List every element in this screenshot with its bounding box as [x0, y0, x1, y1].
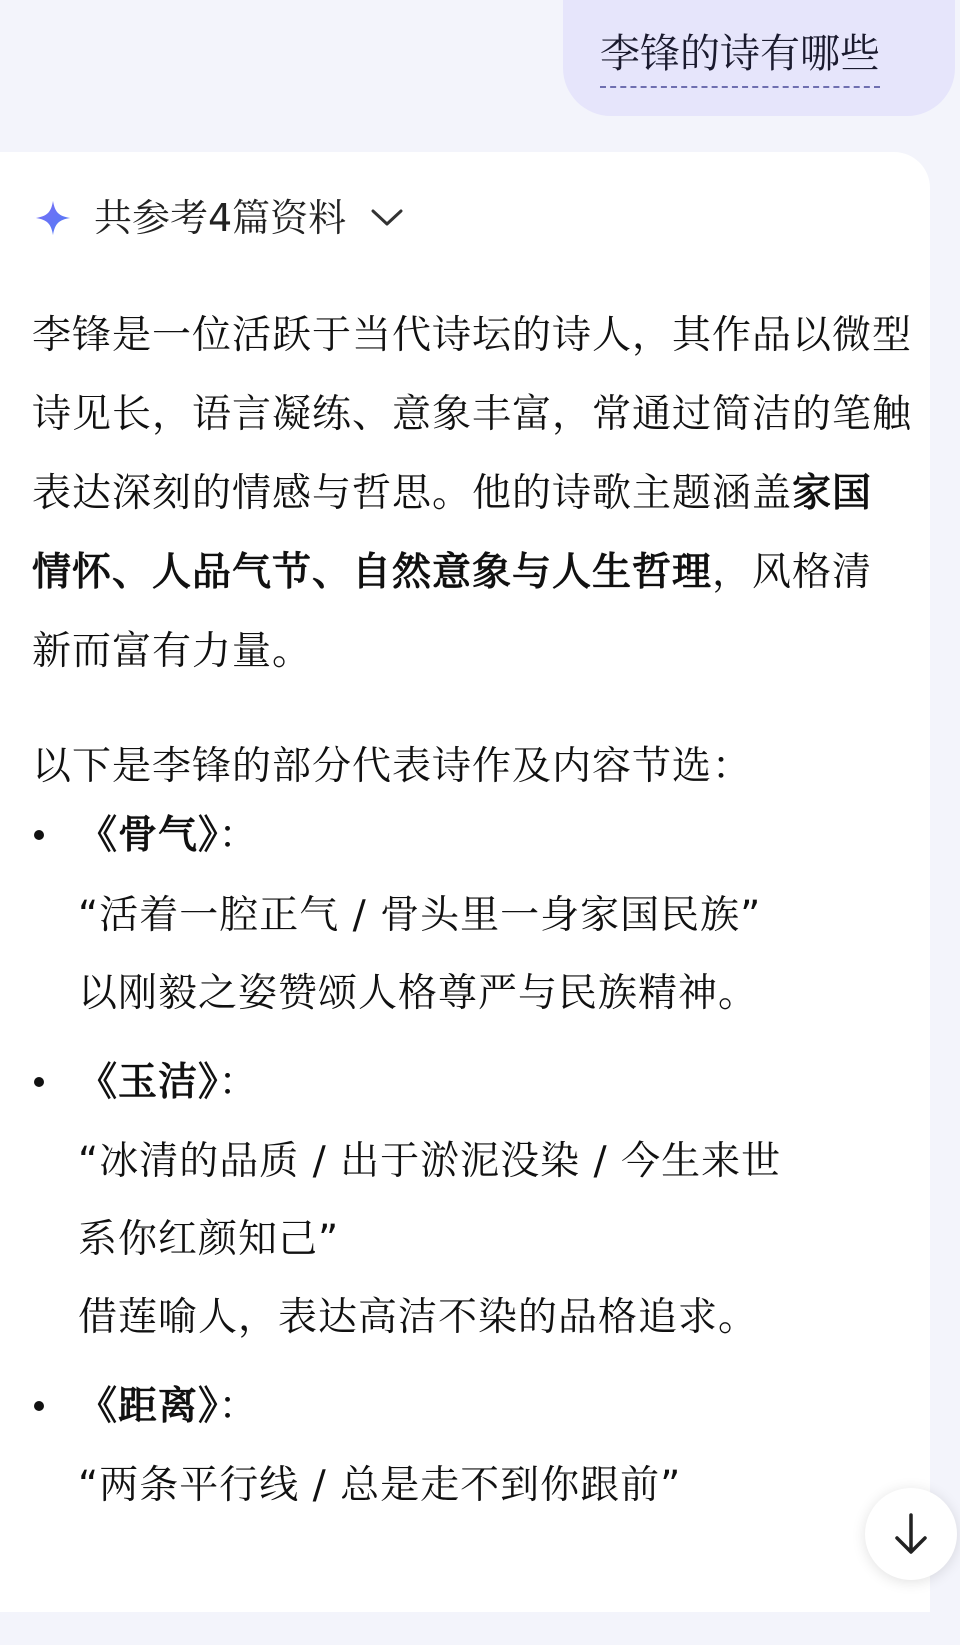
bullet-2 [34, 1077, 44, 1087]
user-message-text: 李锋的诗有哪些 [600, 22, 880, 88]
poem-3-colon: ： [218, 1384, 259, 1429]
poem-1-quote: “活着一腔正气 / 骨头里一身家国民族” [78, 893, 762, 938]
poem-1-title: 《骨气》 [78, 813, 219, 858]
intro-bold-themes: 家国情怀、人品气节、自然意象与人生哲理 [32, 471, 873, 595]
poem-2-title: 《玉洁》 [78, 1060, 219, 1105]
poem-2-colon: ： [218, 1060, 259, 1105]
bottom-strip [0, 1612, 960, 1645]
poem-1-comment: 以刚毅之姿赞颂人格尊严与民族精神。 [78, 971, 759, 1016]
poem-1-colon: ： [218, 813, 259, 858]
sparkle-icon [34, 199, 72, 237]
chevron-down-icon [370, 208, 404, 228]
poem-1-title-line [78, 796, 928, 875]
intro-text-2: ，风格清新而富有力量。 [32, 550, 873, 674]
scroll-to-bottom-button[interactable] [865, 1488, 957, 1580]
poem-2-quote-line-2: 系你红颜知己” [78, 1217, 340, 1262]
references-toggle[interactable] [34, 190, 404, 246]
poem-2-comment: 借莲喻人，表达高洁不染的品格追求。 [78, 1295, 759, 1340]
poem-2-quote-line-1: “冰清的品质 / 出于淤泥没染 / 今生来世 [78, 1139, 782, 1184]
intro-paragraph [32, 296, 912, 691]
references-label: 共参考4篇资料 [94, 196, 347, 240]
poem-2-title-line [78, 1043, 928, 1122]
poem-3-quote: “两条平行线 / 总是走不到你跟前” [78, 1463, 682, 1508]
bullet-1 [34, 830, 44, 840]
arrow-down-icon [891, 1511, 931, 1557]
poem-3-title-line [78, 1367, 928, 1446]
bullet-3 [34, 1401, 44, 1411]
poem-3-title: 《距离》 [78, 1384, 219, 1429]
list-intro: 以下是李锋的部分代表诗作及内容节选： [32, 744, 753, 789]
intro-text-1: 李锋是一位活跃于当代诗坛的诗人，其作品以微型诗见长，语言凝练、意象丰富，常通过简洁的笔触表达深刻的情感与哲思。他的诗歌主题涵盖 [32, 313, 913, 516]
